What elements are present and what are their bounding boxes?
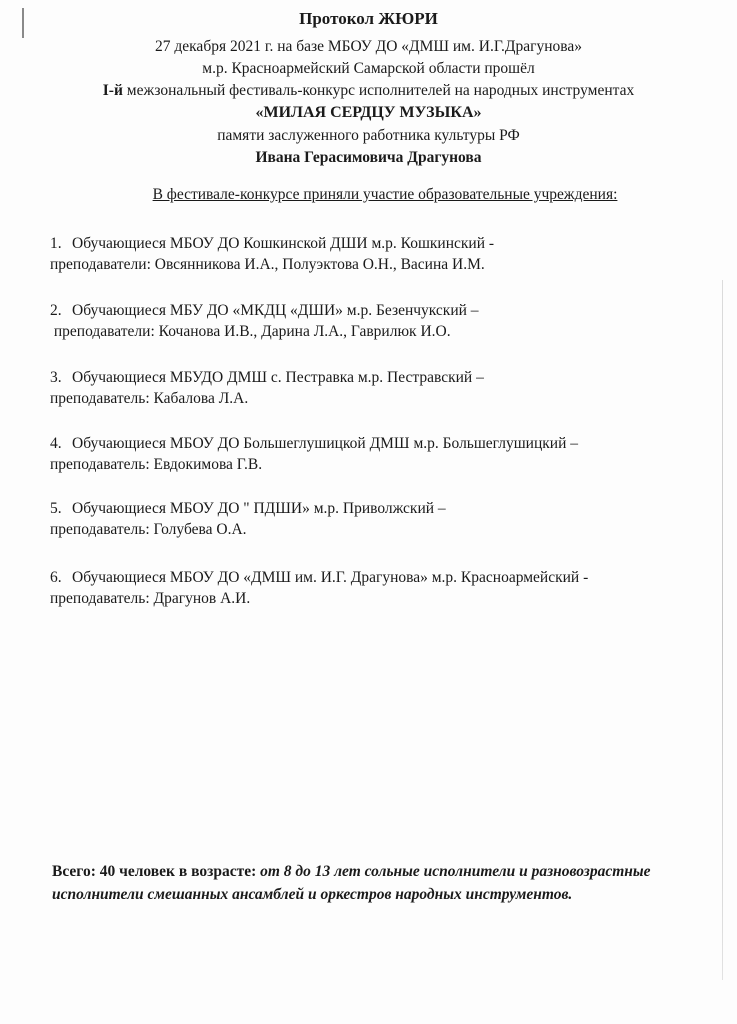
- summary-line-1: [52, 860, 732, 883]
- participant-teachers: преподаватели: Овсянникова И.А., Полуэктова О.Н., Васина И.М.: [50, 256, 485, 273]
- participant-teachers: преподаватель: Кабалова Л.А.: [50, 390, 249, 407]
- honoree-name: Ивана Герасимовича Драгунова: [255, 149, 482, 166]
- header-date-line: 27 декабря 2021 г. на базе МБОУ ДО «ДМШ им. И.Г.Драгунова»: [155, 38, 582, 55]
- participant-item: [50, 567, 730, 609]
- participant-number: 1.: [50, 235, 62, 252]
- participant-number: 6.: [50, 569, 62, 586]
- participant-institution: 1. Обучающиеся МБОУ ДО Кошкинской ДШИ м.р. Кошкинский -: [50, 235, 495, 252]
- participant-item: [50, 233, 730, 275]
- participants-summary: [52, 860, 732, 906]
- participant-institution: 5. Обучающиеся МБОУ ДО " ПДШИ» м.р. Приволжский –: [50, 500, 446, 517]
- participant-number: 3.: [50, 369, 62, 386]
- participants-heading: В фестивале-конкурсе приняли участие образовательные учреждения:: [152, 186, 618, 203]
- participant-item: [50, 498, 730, 540]
- participant-item: [50, 367, 730, 409]
- header-memory-line: памяти заслуженного работника культуры РФ: [217, 127, 520, 144]
- participant-institution: 4. Обучающиеся МБОУ ДО Большеглушицкой ДМШ м.р. Большеглушицкий –: [50, 435, 579, 452]
- participant-number: 2.: [50, 302, 62, 319]
- document-title: Протокол ЖЮРИ: [299, 9, 438, 28]
- event-ordinal: I-й: [102, 82, 123, 99]
- header-event-line: [0, 80, 737, 101]
- summary-age-range: от 8 до 13 лет сольные исполнители и разновозрастные: [260, 863, 651, 880]
- event-description: межзональный фестиваль-конкурс исполнителей на народных инструментах: [122, 82, 635, 99]
- participant-institution: 6. Обучающиеся МБОУ ДО «ДМШ им. И.Г. Драгунова» м.р. Красноармейский -: [50, 569, 589, 586]
- summary-line-2: исполнители смешанных ансамблей и оркестров народных инструментов.: [52, 886, 573, 903]
- participant-number: 4.: [50, 435, 62, 452]
- participant-institution: 3. Обучающиеся МБУДО ДМШ с. Пестравка м.р. Пестравский –: [50, 369, 484, 386]
- participant-teachers: преподаватель: Голубева О.А.: [50, 521, 247, 538]
- participant-number: 5.: [50, 500, 62, 517]
- participant-teachers: преподаватель: Драгунов А.И.: [50, 590, 251, 607]
- summary-lead: Всего: 40 человек в возрасте:: [52, 863, 261, 880]
- participant-institution: 2. Обучающиеся МБУ ДО «МКДЦ «ДШИ» м.р. Безенчукский –: [50, 302, 479, 319]
- festival-name: «МИЛАЯ СЕРДЦУ МУЗЫКА»: [255, 104, 482, 121]
- participant-item: [50, 433, 730, 475]
- participant-teachers: преподаватель: Евдокимова Г.В.: [50, 456, 263, 473]
- participant-item: [50, 300, 730, 342]
- header-location-line: м.р. Красноармейский Самарской области прошёл: [202, 60, 535, 77]
- participant-teachers: преподаватели: Кочанова И.В., Дарина Л.А., Гаврилюк И.О.: [50, 323, 451, 340]
